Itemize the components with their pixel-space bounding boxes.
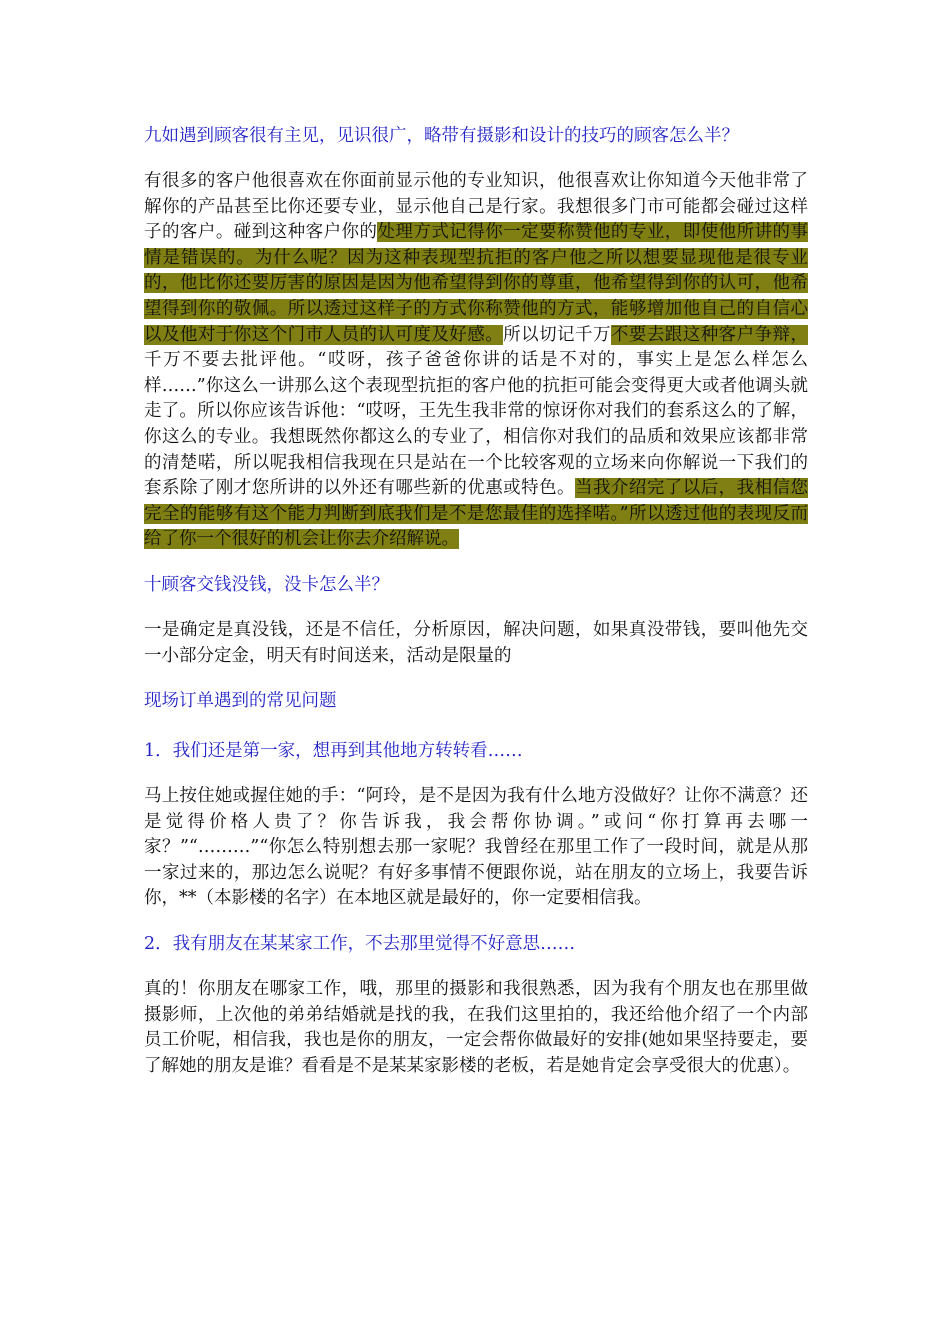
heading-10: 十顾客交钱没钱，没卡怎么半？ <box>144 574 389 595</box>
question-1: 1．我们还是第一家，想再到其他地方转转看…… <box>144 741 523 762</box>
paragraph-10: 一是确定是真没钱，还是不信任，分析原因，解决问题，如果真没带钱，要叫他先交一小部分定金，明天有时间送来，活动是限量的 <box>144 619 808 666</box>
paragraph-9-text-2: 所以切记千万 <box>503 324 611 345</box>
paragraph-9-text-3: 千万不要去批评他。“哎呀，孩子爸爸你讲的话是不对的，事实上是怎么样怎么样……”你这么一讲那么这个表现型抗拒的客户他的抗拒可能会变得更大或者他调头就走了。所以你应该告诉他：“哎呀，王先生我非常的惊讶你对我们的套系这么的了解，你这么的专业。我想既然你都这么的专业了，相信你对我们的品质和效果应该都非常的清楚喏，所以呢我相信我现在只是站在一个比较客观的立场来向你解说一下我们的套系除了刚才您所讲的以外还有哪些新的优惠或特色。 <box>144 350 808 499</box>
section-title: 现场订单遇到的常见问题 <box>144 691 337 712</box>
highlight-2: 不要去跟这种客户争辩， <box>610 324 809 345</box>
highlight-1: 处理方式记得你一定要称赞他的专业，即使他所讲的事情是错误的。为什么呢？因为这种表现型抗拒的客户他之所以想要显现他是很专业的，他比你还要厉害的原因是因为他希望得到你的尊重，他希望得到你的认可，他希望得到你的敬佩。所以透过这样子的方式你称赞他的方式，能够增加他自己的自信心以及他对于你这个门市人员的认可度及好感。 <box>144 222 809 345</box>
heading-9: 九如遇到顾客很有主见，见识很广，略带有摄影和设计的技巧的顾客怎么半？ <box>144 126 739 146</box>
paragraph-9-text-1: 有很多的客户他很喜欢在你面前显示他的专业知识，他很喜欢让你知道今天他非常了解你的产品甚至比你还要专业，显示他自己是行家。我想很多门市可能都会碰过这样子的客户。碰到这种客户你的 <box>144 171 808 243</box>
question-2: 2．我有朋友在某某家工作，不去那里觉得不好意思…… <box>144 934 576 955</box>
document-page <box>144 118 808 1079</box>
answer-2: 真的！你朋友在哪家工作，哦，那里的摄影和我很熟悉，因为我有个朋友也在那里做摄影师，上次他的弟弟结婚就是找的我，在我们这里拍的，我还给他介绍了一个内部员工价呢，相信我，我也是你的朋友，一定会帮你做最好的安排(她如果坚持要走，要了解她的朋友是谁？看看是不是某某家影楼的老板，若是她肯定会享受很大的优惠）。 <box>144 979 808 1076</box>
answer-1: 马上按住她或握住她的手：“阿玲，是不是因为我有什么地方没做好？让你不满意？还是觉得价格人贵了？你告诉我，我会帮你协调。”或问“你打算再去哪一家？”“………”“你怎么特别想去那一家呢？我曾经在那里工作了一段时间，就是从那一家过来的，那边怎么说呢？有好多事情不便跟你说，站在朋友的立场上，我要告诉你，**（本影楼的名字）在本地区就是最好的，你一定要相信我。 <box>144 786 808 909</box>
paragraph-9 <box>144 169 808 553</box>
highlight-3: 当我介绍完了以后，我相信您完全的能够有这个能力判断到底我们是不是您最佳的选择喏。”所以透过他的表现反而给了你一个很好的机会让你去介绍解说。 <box>144 478 808 550</box>
